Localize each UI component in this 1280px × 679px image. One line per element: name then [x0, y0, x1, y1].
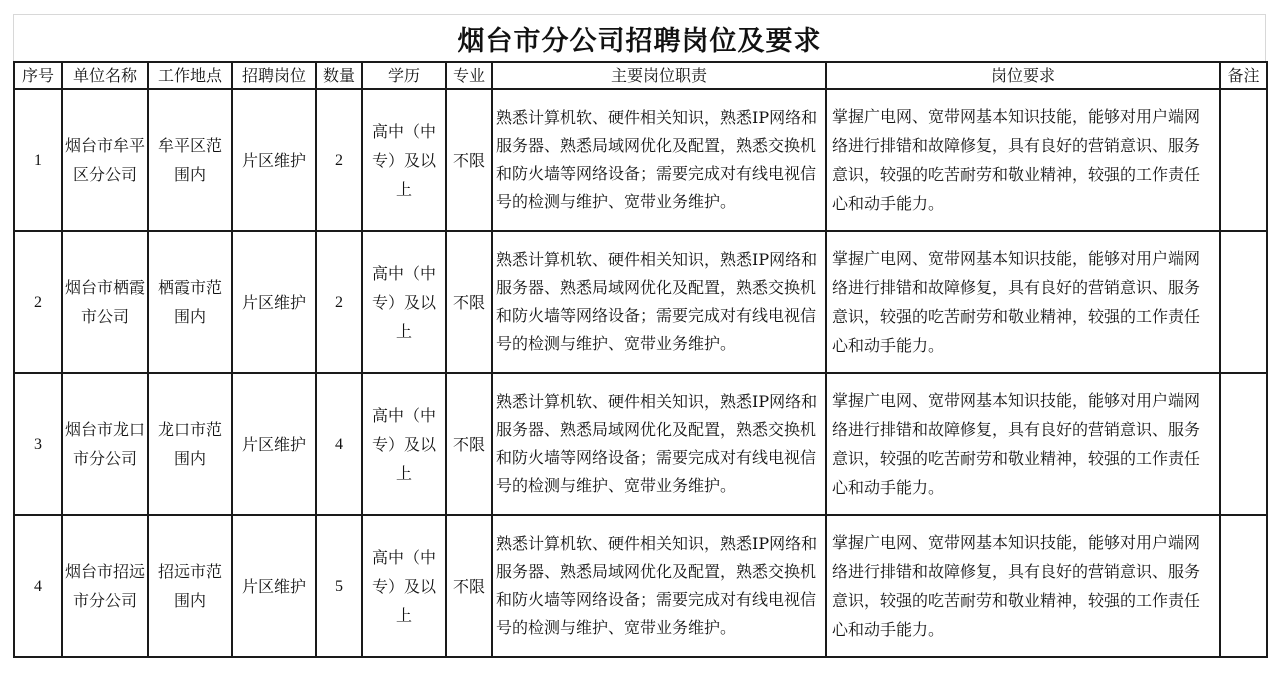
cell-count: 2	[316, 89, 362, 231]
cell-requirements: 掌握广电网、宽带网基本知识技能，能够对用户端网络进行排错和故障修复，具有良好的营销意识、服务意识，较强的吃苦耐劳和敬业精神，较强的工作责任心和动手能力。	[826, 373, 1220, 515]
cell-location: 招远市范围内	[148, 515, 232, 657]
recruitment-table	[13, 61, 1268, 658]
header-seq: 序号	[14, 62, 62, 89]
cell-unit: 烟台市龙口市分公司	[62, 373, 148, 515]
cell-position: 片区维护	[232, 231, 316, 373]
cell-remarks	[1220, 373, 1267, 515]
cell-seq: 1	[14, 89, 62, 231]
header-row	[14, 62, 1267, 89]
cell-duties: 熟悉计算机软、硬件相关知识，熟悉IP网络和服务器、熟悉局域网优化及配置，熟悉交换机和防火墙等网络设备；需要完成对有线电视信号的检测与维护、宽带业务维护。	[492, 373, 826, 515]
header-major: 专业	[446, 62, 492, 89]
header-count: 数量	[316, 62, 362, 89]
header-unit: 单位名称	[62, 62, 148, 89]
cell-major: 不限	[446, 231, 492, 373]
cell-major: 不限	[446, 373, 492, 515]
cell-education: 高中（中专）及以上	[362, 231, 446, 373]
cell-position: 片区维护	[232, 89, 316, 231]
cell-count: 5	[316, 515, 362, 657]
table-row	[14, 515, 1267, 657]
table-row	[14, 373, 1267, 515]
header-requirements: 岗位要求	[826, 62, 1220, 89]
cell-location: 龙口市范围内	[148, 373, 232, 515]
cell-unit: 烟台市牟平区分公司	[62, 89, 148, 231]
recruitment-sheet	[13, 14, 1266, 665]
cell-major: 不限	[446, 515, 492, 657]
cell-count: 4	[316, 373, 362, 515]
cell-remarks	[1220, 231, 1267, 373]
cell-position: 片区维护	[232, 515, 316, 657]
title-row	[13, 14, 1266, 61]
cell-count: 2	[316, 231, 362, 373]
cell-remarks	[1220, 89, 1267, 231]
cell-requirements: 掌握广电网、宽带网基本知识技能，能够对用户端网络进行排错和故障修复，具有良好的营销意识、服务意识，较强的吃苦耐劳和敬业精神，较强的工作责任心和动手能力。	[826, 231, 1220, 373]
header-remarks: 备注	[1220, 62, 1267, 89]
header-education: 学历	[362, 62, 446, 89]
cell-location: 栖霞市范围内	[148, 231, 232, 373]
cell-unit: 烟台市招远市分公司	[62, 515, 148, 657]
header-duties: 主要岗位职责	[492, 62, 826, 89]
cell-duties: 熟悉计算机软、硬件相关知识，熟悉IP网络和服务器、熟悉局域网优化及配置，熟悉交换机和防火墙等网络设备；需要完成对有线电视信号的检测与维护、宽带业务维护。	[492, 231, 826, 373]
cell-duties: 熟悉计算机软、硬件相关知识，熟悉IP网络和服务器、熟悉局域网优化及配置，熟悉交换机和防火墙等网络设备；需要完成对有线电视信号的检测与维护、宽带业务维护。	[492, 515, 826, 657]
header-position: 招聘岗位	[232, 62, 316, 89]
header-location: 工作地点	[148, 62, 232, 89]
cell-education: 高中（中专）及以上	[362, 515, 446, 657]
cell-seq: 4	[14, 515, 62, 657]
cell-location: 牟平区范围内	[148, 89, 232, 231]
cell-seq: 2	[14, 231, 62, 373]
cell-unit: 烟台市栖霞市公司	[62, 231, 148, 373]
cell-duties: 熟悉计算机软、硬件相关知识，熟悉IP网络和服务器、熟悉局域网优化及配置，熟悉交换机和防火墙等网络设备；需要完成对有线电视信号的检测与维护、宽带业务维护。	[492, 89, 826, 231]
cell-position: 片区维护	[232, 373, 316, 515]
table-row	[14, 231, 1267, 373]
page-title: 烟台市分公司招聘岗位及要求	[457, 25, 822, 57]
cell-requirements: 掌握广电网、宽带网基本知识技能，能够对用户端网络进行排错和故障修复，具有良好的营销意识、服务意识，较强的吃苦耐劳和敬业精神，较强的工作责任心和动手能力。	[826, 89, 1220, 231]
cell-education: 高中（中专）及以上	[362, 373, 446, 515]
cell-remarks	[1220, 515, 1267, 657]
table-row	[14, 89, 1267, 231]
cell-major: 不限	[446, 89, 492, 231]
cell-seq: 3	[14, 373, 62, 515]
cell-requirements: 掌握广电网、宽带网基本知识技能，能够对用户端网络进行排错和故障修复，具有良好的营销意识、服务意识，较强的吃苦耐劳和敬业精神，较强的工作责任心和动手能力。	[826, 515, 1220, 657]
cell-education: 高中（中专）及以上	[362, 89, 446, 231]
